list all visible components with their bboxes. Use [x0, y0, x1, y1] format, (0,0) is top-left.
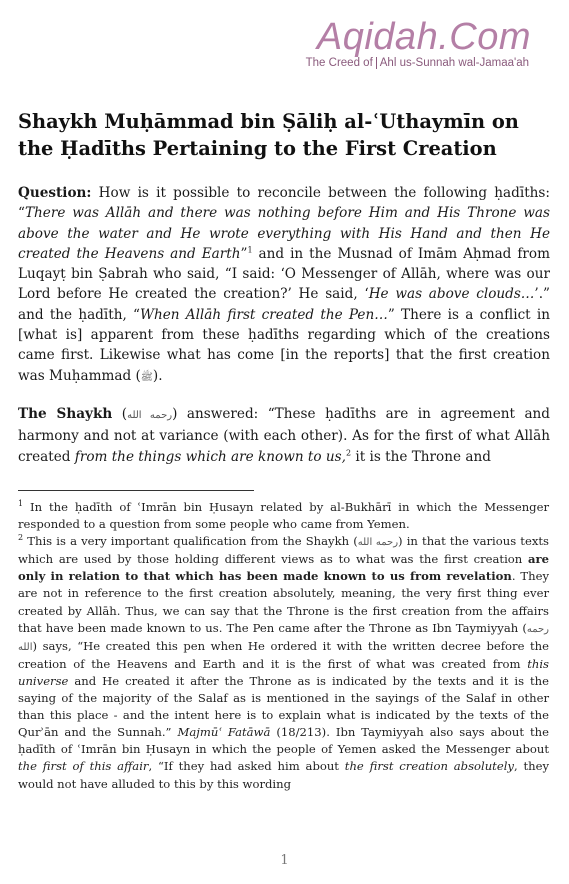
question-label: Question:: [18, 185, 92, 201]
question-paragraph: [18, 183, 550, 388]
footnote-divider: [18, 490, 254, 491]
main-text: [18, 183, 550, 483]
text-run: it is the Throne and: [351, 448, 491, 465]
page-number: 1: [280, 853, 289, 868]
text-run: and in the Musnad of Imām Aḥmad from Luqayṭ bin Ṣabrah who said, “I said: ‘O Messenger of Allāh, where was our Lord before He created the creation?’ He said, ‘: [18, 245, 550, 303]
honorific-glyph: رحمه الله: [127, 409, 173, 421]
bold-run: are only in relation to that which has been made known to us from revelation: [18, 552, 549, 584]
italic-run: the first creation absolutely: [344, 759, 514, 774]
italic-run: When Allāh first created the Pen…: [139, 306, 388, 323]
text-run: , they would not have alluded to this by this wording: [18, 759, 549, 791]
italic-run: the first of this affair: [18, 759, 149, 774]
text-run: ” There is a conflict in [what is] apparent from these ḥadīths regarding which of the creations came first. Likewise what has come [in the reports] that the first creation was Muḥammad (: [18, 306, 551, 384]
text-run: This is a very important qualification from the Shaykh (: [23, 534, 358, 549]
site-header: [306, 18, 531, 69]
footnote-ref-2[interactable]: 2: [345, 448, 352, 458]
text-run: and He created it after the Throne as is indicated by the texts and it is the saying of the majority of the Salaf as is mentioned in the sayings of the Salaf in other than this place - and the intent here is to explain what is indicated by the texts of the Qurʾān and the Sunnah.”: [18, 673, 549, 740]
footnote-number: 2: [18, 533, 24, 543]
text-run: ) in that the various texts which are used by those holding different views as to what was the first creation: [18, 534, 549, 567]
honorific-glyph: رحمه الله: [18, 623, 549, 653]
text-run: , “If they had asked him about: [148, 759, 345, 774]
honorific-glyph: رحمه الله: [357, 537, 399, 549]
site-logo[interactable]: Aqidah.Com: [316, 16, 531, 58]
text-run: (18/213). Ibn Taymiyyah also says about the ḥadīth of ʿImrān bin Ḥusayn in which the people of Yemen asked the Messenger about: [18, 725, 549, 757]
text-run: How is it possible to reconcile between the following ḥadīths: “: [18, 185, 550, 222]
text-run: answered: “These ḥadīths are in agreement and harmony and not at variance (with each other). As for the first of what Allāh created: [18, 405, 551, 465]
footnote-ref-1[interactable]: 1: [247, 245, 253, 255]
italic-run: this universe: [18, 656, 549, 688]
footnote-number: 1: [18, 499, 24, 509]
text-run: In the ḥadīth of ʿImrān bin Ḥusayn related by al-Bukhārī in which the Messenger responded to a question from some people who came from Yemen.: [18, 500, 549, 532]
text-run: ) says, “He created this pen when He ordered it with the written decree before the creation of the Heavens and Earth and it is the first of what was created from: [18, 638, 549, 671]
italic-run: Majmūʿ Fatāwā: [177, 725, 271, 740]
italic-run: He was above clouds…: [368, 286, 535, 303]
footnotes: [18, 499, 549, 793]
site-tagline: [306, 57, 529, 69]
tagline-part-a: The Creed of: [305, 57, 373, 69]
honorific-glyph: ﷺ: [140, 371, 153, 383]
italic-run: There was Allāh and there was nothing before Him and His Throne was above the water and He wrote everything with His Hand and then He created the Heavens and Earth: [18, 205, 550, 262]
tagline-part-b: Ahl us-Sunnah wal-Jamaa'ah: [379, 57, 529, 69]
italic-run: from the things which are known to us,: [74, 448, 346, 465]
answer-label: The Shaykh: [18, 405, 113, 422]
text-run: ).: [152, 367, 163, 384]
text-run: ”: [240, 245, 248, 262]
page-title: Shaykh Muḥāmmad bin Ṣāliḥ al-ʿUthaymīn on the Ḥadīths Pertaining to the First Creation: [18, 110, 519, 160]
text-run: . They are not in reference to the first creation absolutely, meaning, the very first thing ever created by Allāh. Thus, we can say that the Throne is the first creation from the affairs that have been made known to us. The Pen came after the Throne as Ibn Taymiyyah (: [18, 569, 549, 635]
footnote-1: [18, 499, 549, 533]
text-run: ’.” and the ḥadīth, “: [18, 286, 550, 323]
answer-paragraph: The Shaykh (رحمه الله) answered: “These ḥadīths are in agreement and harmony and not at variance (with each other). As for the first of what Allāh created from the things which are known to us,$^2$ it is the Throne and: [18, 405, 551, 465]
footnote-2: [18, 533, 549, 792]
